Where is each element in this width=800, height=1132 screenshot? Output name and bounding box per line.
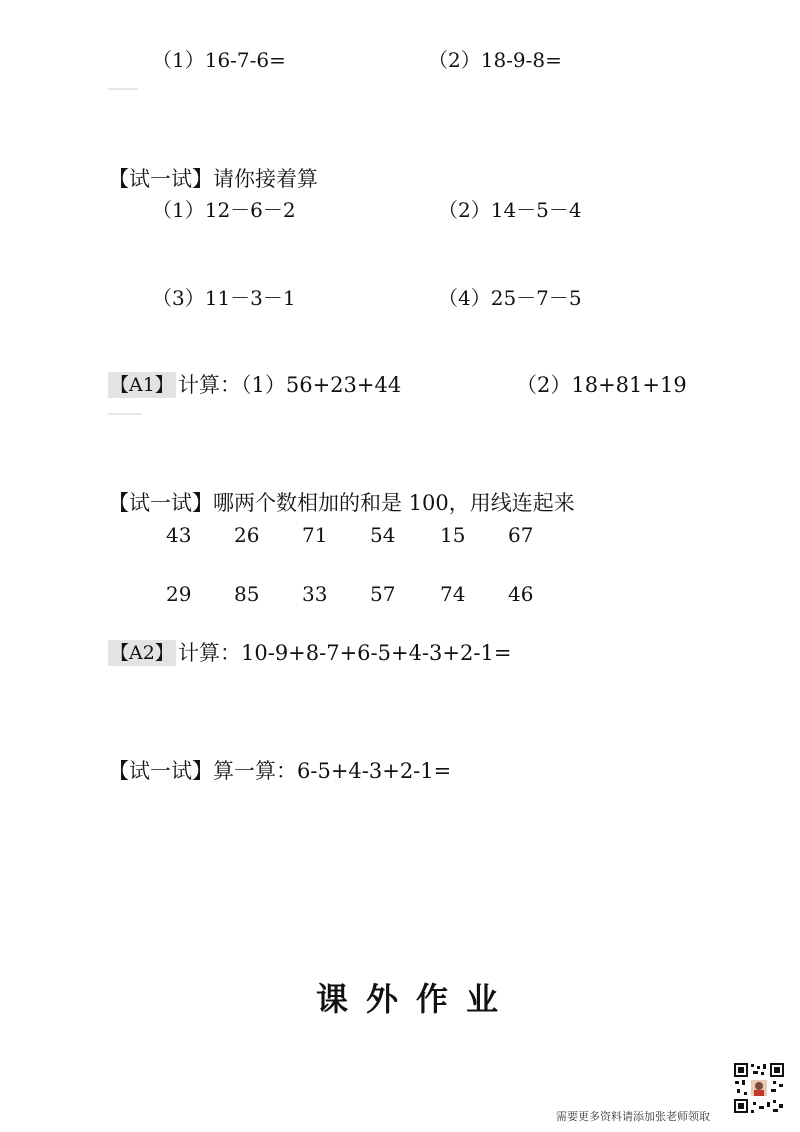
a2-tag: 【A2】 bbox=[110, 642, 174, 664]
problem-2: （2）18-9-8= bbox=[428, 48, 562, 72]
number-cell: 74 bbox=[440, 582, 466, 606]
try2-title: 【试一试】哪两个数相加的和是 100，用线连起来 bbox=[108, 491, 575, 515]
a2-text: 计算：10-9+8-7+6-5+4-3+2-1= bbox=[178, 641, 512, 665]
number-cell: 33 bbox=[302, 582, 328, 606]
section-heading: 课外作业 bbox=[316, 980, 517, 1018]
faint-divider bbox=[108, 413, 142, 415]
faint-divider bbox=[108, 88, 138, 90]
a1-text: 计算：（1）56+23+44 bbox=[178, 373, 402, 397]
number-cell: 85 bbox=[234, 582, 260, 606]
try3-title: 【试一试】算一算：6-5+4-3+2-1= bbox=[108, 759, 452, 783]
number-cell: 67 bbox=[508, 523, 534, 547]
number-cell: 71 bbox=[302, 523, 328, 547]
number-cell: 46 bbox=[508, 582, 534, 606]
number-cell: 54 bbox=[370, 523, 396, 547]
number-cell: 57 bbox=[370, 582, 396, 606]
try1-item-2: （2）14－5－4 bbox=[438, 198, 582, 222]
footer-note: 需要更多资料请添加张老师领取 bbox=[556, 1110, 710, 1123]
qr-code-icon bbox=[733, 1062, 785, 1114]
number-cell: 29 bbox=[166, 582, 192, 606]
number-cell: 15 bbox=[440, 523, 466, 547]
a1-text-2: （2）18+81+19 bbox=[516, 373, 687, 397]
try1-item-4: （4）25－7－5 bbox=[438, 286, 582, 310]
number-cell: 26 bbox=[234, 523, 260, 547]
a1-tag: 【A1】 bbox=[110, 374, 174, 396]
try1-title: 【试一试】请你接着算 bbox=[108, 167, 318, 191]
try1-item-3: （3）11－3－1 bbox=[152, 286, 296, 310]
problem-1: （1）16-7-6= bbox=[152, 48, 286, 72]
number-cell: 43 bbox=[166, 523, 192, 547]
try1-item-1: （1）12－6－2 bbox=[152, 198, 296, 222]
